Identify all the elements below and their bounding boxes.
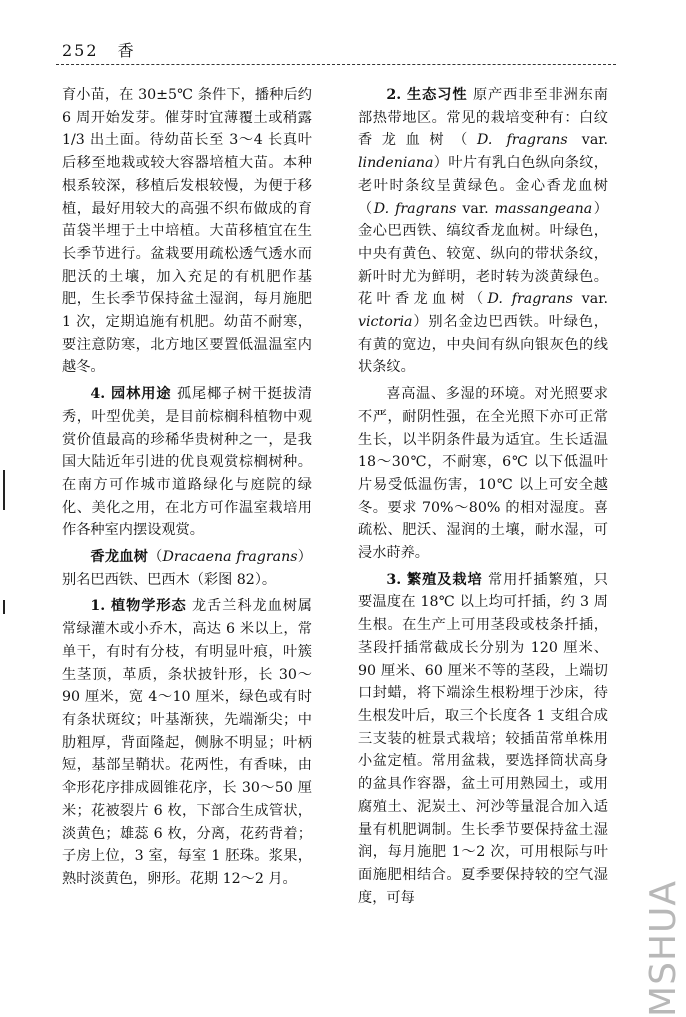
watermark-text: MSHUA <box>643 880 684 1017</box>
margin-mark <box>3 470 5 510</box>
right-column <box>358 84 608 909</box>
margin-mark <box>3 600 5 614</box>
latin-name: D. fragrans <box>476 132 568 149</box>
paragraph <box>62 595 312 890</box>
running-title: 香 <box>117 41 136 60</box>
species-alias: 别名巴西铁、巴西木（彩图 82）。 <box>62 571 277 588</box>
section-text: 原产西非至非洲东南部热带地区。常见的栽培变种有：白纹香龙血树（ <box>358 87 608 149</box>
section-heading: 1. 植物学形态 <box>90 598 187 615</box>
paragraph <box>358 84 608 379</box>
section-text: var. <box>567 132 609 149</box>
page-header <box>62 38 136 61</box>
paragraph: 育小苗，在 30±5℃ 条件下，播种后约 6 周开始发芽。催芽时宜薄覆土或稍露 1/3 出土面。待幼苗长至 3～4 长真叶后移至地栽或较大容器培植大苗。本种根系较深，移植后发根较慢，为便于移植，最好用较大的高强不织布做成的育苗袋半埋于土中培植。大苗移植宜在生长季节进行。盆栽要用疏松透气透水而肥沃的土壤，加入充足的有机肥作基肥，生长季节保持盆土湿润，每月施肥 1 次，定期追施有机肥。幼苗不耐寒，要注意防寒，北方地区要置低温温室内越冬。 <box>62 87 312 376</box>
latin-name: lindeniana <box>358 155 434 172</box>
section-text: var. <box>456 200 495 217</box>
latin-name: Dracaena fragrans <box>162 549 298 566</box>
species-title: 香龙血树 <box>90 549 149 566</box>
left-column <box>62 84 312 891</box>
section-heading: 2. 生态习性 <box>386 87 468 103</box>
paragraph <box>62 383 312 542</box>
section-heading: 3. 繁殖及栽培 <box>386 571 483 588</box>
section-text: var. <box>572 291 608 308</box>
section-heading: 4. 园林用途 <box>90 386 172 403</box>
latin-name: D. fragrans <box>487 291 573 308</box>
section-text: 孤尾椰子树干挺拔清秀，叶型优美，是目前棕榈科植物中观赏价值最高的珍稀华贵树种之一，是我国大陆近年引进的优良观赏棕榈树种。在南方可作城市道路绿化与庭院的绿化、美化之用，在北方可作温室栽培用作各种室内摆设观赏。 <box>62 386 312 539</box>
section-text: ）叶片有乳白色纵向条纹，老叶时条纹呈黄绿色。金心香龙血树（ <box>358 155 608 217</box>
section-text: 常用扦插繁殖，只要温度在 18℃ 以上均可扦插，约 3 周生根。在生产上可用茎段或枝条扦插，茎段扦插常截成长分别为 120 厘米、90 厘米、60 厘米不等的茎段，上端切口封蜡，将下端涂生根粉埋于沙床，待生根发叶后，取三个长度各 1 支组合成三支装的桩景式栽培；较插苗常单株用小盆定植。常用盆栽，要选择筒状高身的盆具作容器，盆土可用熟园土，或用腐殖土、泥炭土、河沙等量混合加入适量有机肥调制。生长季节要保持盆土湿润，每月施肥 1～2 次，可用根际与叶面施肥相结合。夏季要保持较的空气湿度，可每 <box>358 571 608 906</box>
paragraph <box>358 569 608 910</box>
page-number: 252 <box>62 41 99 60</box>
latin-name: victoria <box>358 314 413 331</box>
latin-name: D. fragrans <box>373 200 457 217</box>
species-entry: 香龙血树（Dracaena fragrans）别名巴西铁、巴西木（彩图 82）。 <box>62 549 312 588</box>
header-rule <box>56 64 616 65</box>
section-text: ）金心巴西铁、缟纹香龙血树。叶绿色，中央有黄色、较宽、纵向的带状条纹，新叶时尤为鲜明，老时转为淡黄绿色。花叶香龙血树（ <box>358 200 608 308</box>
section-text: 龙舌兰科龙血树属常绿灌木或小乔木，高达 6 米以上，常单干，有时有分枝，有明显叶痕，叶簇生茎顶，革质，条状披针形，长 30～90 厘米，宽 4～10 厘米，绿色或有时有条状斑纹；叶基渐狭，先端渐尖；中肋粗厚，背面隆起，侧脉不明显；叶柄短，基部呈鞘状。花两性，有香味，由伞形花序排成圆锥花序，长 30～50 厘米；花被裂片 6 枚，下部合生成管状，淡黄色；雄蕊 6 枚，分离，花药背着；子房上位，3 室，每室 1 胚珠。浆果，熟时淡黄色，卵形。花期 12～2 月。 <box>62 598 312 887</box>
section-text: ）别名金边巴西铁。叶绿色，有黄的宽边，中央间有纵向银灰色的线状条纹。 <box>358 314 608 376</box>
latin-name: massangeana <box>494 200 593 217</box>
paragraph: 喜高温、多湿的环境。对光照要求不严，耐阴性强，在全光照下亦可正常生长，以半阴条件最为适宜。生长适温 18～30℃，不耐寒，6℃ 以下低温叶片易受低温伤害，10℃ 以上可安全越冬。要求 70%～80% 的相对湿度。喜疏松、肥沃、湿润的土壤，耐水湿，可浸水莳养。 <box>358 386 608 562</box>
